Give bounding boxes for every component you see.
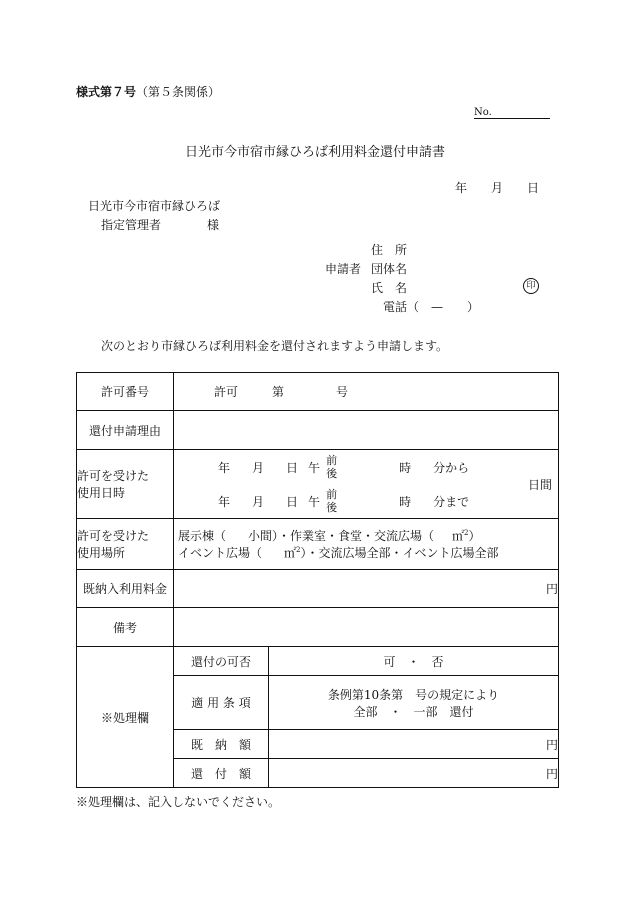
usage-start (174, 450, 522, 484)
usage-dates-label-line1: 許可を受けた (77, 469, 150, 483)
usage-dates-label-line2: 使用日時 (77, 486, 126, 500)
date-month: 月 (491, 181, 504, 195)
remarks-row (77, 608, 559, 647)
seal-icon: 印 (523, 278, 539, 294)
addressee-line2 (101, 216, 219, 233)
processing-paid-field[interactable]: 円 (269, 730, 559, 759)
form-number (76, 83, 220, 100)
usage-place-label-line1: 許可を受けた (77, 529, 150, 543)
paid-fee-field[interactable]: 円 (174, 570, 559, 608)
footnote: ※処理欄は、記入しないでください。 (76, 795, 281, 809)
permit-go: 号 (336, 385, 349, 399)
usage-dates-row (77, 450, 559, 519)
processing-availability-row (77, 647, 559, 676)
paid-fee-label: 既納入利用料金 (77, 570, 174, 608)
availability-field[interactable]: 可 ・ 否 (269, 647, 559, 676)
processing-label: ※処理欄 (77, 647, 174, 788)
start-month: 月 (252, 460, 265, 475)
usage-place-field[interactable] (174, 519, 559, 570)
date-year: 年 (455, 181, 468, 195)
start-year: 年 (218, 460, 231, 475)
applicant-phone-label: 電話（ — ） (383, 300, 480, 314)
permit-number-field[interactable] (174, 373, 559, 411)
permit-number-row (77, 373, 559, 411)
addressee-title: 指定管理者 (101, 218, 162, 232)
availability-label: 還付の可否 (174, 647, 269, 676)
usage-place-label (77, 519, 174, 570)
applicant-label: 申請者 (325, 262, 362, 276)
remarks-field[interactable] (174, 608, 559, 647)
start-hour: 時 (399, 460, 412, 475)
start-from: 分から (433, 460, 470, 475)
applicant-address-label: 住 所 (371, 243, 408, 257)
end-year: 年 (218, 494, 231, 509)
place-workroom: 小間）・作業室・食堂・交流広場（ (248, 529, 435, 543)
intro-text: 次のとおり市縁ひろば利用料金を還付されますよう申請します。 (101, 339, 449, 353)
document-title: 日光市今市宿市縁ひろば利用料金還付申請書 (184, 145, 445, 160)
permit-kyoka: 許可 (214, 385, 239, 399)
usage-dates-field[interactable] (174, 450, 559, 519)
document-number-field[interactable] (474, 104, 550, 119)
usage-place-label-line2: 使用場所 (77, 546, 126, 560)
permit-dai: 第 (272, 385, 285, 399)
usage-place-line2: イベント広場（ ㎡$^2$）・交流広場全部・イベント広場全部 (178, 546, 499, 560)
end-month: 月 (252, 494, 265, 509)
reason-row (77, 411, 559, 450)
place-unit-sqm-1: ㎡ (452, 529, 465, 543)
start-day: 日 (286, 460, 299, 475)
remarks-label: 備考 (77, 608, 174, 647)
seal-mark (523, 277, 539, 294)
addressee-line1: 日光市今市宿市縁ひろば (88, 199, 221, 213)
reason-field[interactable] (174, 411, 559, 450)
end-hour: 時 (399, 494, 412, 509)
place-exhibition: 展示棟（ (178, 529, 227, 543)
date-day: 日 (527, 181, 540, 195)
processing-refund-label: 還 付 額 (174, 759, 269, 788)
place-event: イベント広場（ (178, 546, 263, 560)
clause-label: 適 用 条 項 (174, 676, 269, 730)
place-rest: ）・交流広場全部・イベント広場全部 (300, 546, 499, 560)
usage-dates-label (77, 450, 174, 519)
form-relation: （第５条関係） (136, 85, 221, 99)
application-table (76, 372, 559, 788)
clause-line2: 全部 ・ 一部 還付 (353, 704, 474, 719)
date-line (455, 179, 539, 196)
applicant-group-label: 団体名 (371, 262, 408, 276)
clause-field[interactable] (269, 676, 559, 730)
form-number-label: 様式第７号 (76, 85, 137, 99)
usage-days: 日間 (528, 477, 553, 492)
addressee-honorific: 様 (207, 218, 220, 232)
reason-label: 還付申請理由 (77, 411, 174, 450)
end-to: 分まで (433, 494, 470, 509)
place-close-1: ） (468, 529, 481, 543)
document-number-label: No. (474, 107, 492, 118)
usage-place-line1: 展示棟（ 小間）・作業室・食堂・交流広場（ ㎡$^2$） (178, 529, 481, 543)
place-unit-sqm-2: ㎡ (284, 546, 297, 560)
end-ampm: 午 前 後 (308, 488, 338, 514)
permit-number-label: 許可番号 (77, 373, 174, 411)
usage-end (174, 484, 522, 518)
processing-refund-field[interactable]: 円 (269, 759, 559, 788)
end-day: 日 (286, 494, 299, 509)
applicant-name-label: 氏 名 (371, 281, 408, 295)
paid-fee-row (77, 570, 559, 608)
document-number (474, 104, 550, 119)
clause-line1: 条例第10条第 号の規定により (327, 687, 500, 702)
usage-place-row (77, 519, 559, 570)
start-ampm: 午 前 後 (308, 454, 338, 480)
processing-paid-label: 既 納 額 (174, 730, 269, 759)
